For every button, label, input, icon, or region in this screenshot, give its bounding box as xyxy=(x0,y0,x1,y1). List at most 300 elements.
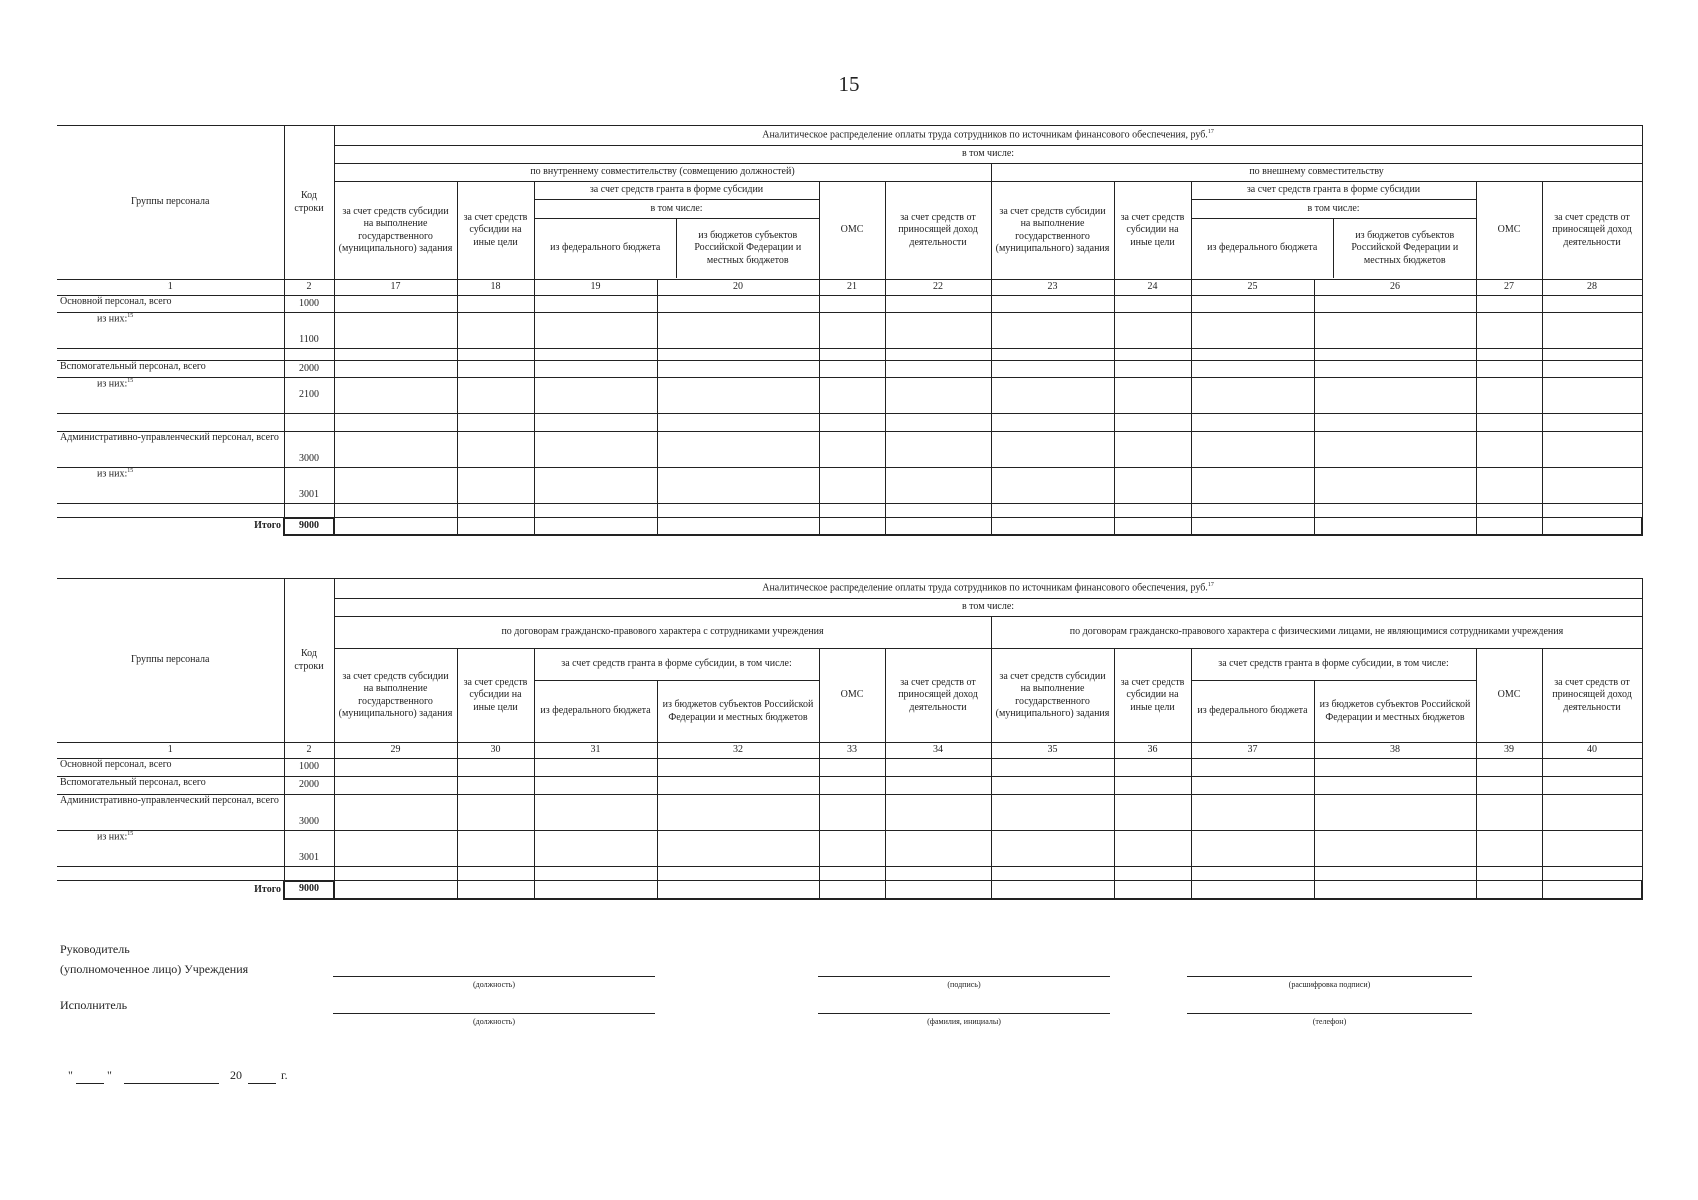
cell-input[interactable] xyxy=(1114,349,1191,361)
cell-input[interactable] xyxy=(334,867,457,881)
cell-input[interactable] xyxy=(1314,759,1476,777)
cell-input[interactable] xyxy=(991,759,1114,777)
section-right: по договорам гражданско-правового характера с физическими лицами, не являющимися сотрудниками учреждения xyxy=(991,617,1642,649)
hdr-state-task: за счет средств субсидии на выполнение государственного (муниципального) задания xyxy=(334,182,457,280)
cell-input[interactable] xyxy=(819,504,885,518)
hdr-state-task: за счет средств субсидии на выполнение государственного (муниципального) задания xyxy=(334,649,457,743)
cell-input[interactable] xyxy=(1476,361,1542,378)
cell-input[interactable] xyxy=(1114,777,1191,795)
cell-input[interactable] xyxy=(1114,504,1191,518)
col-num: 38 xyxy=(1314,743,1476,759)
cell-input[interactable] xyxy=(991,777,1114,795)
col-num: 30 xyxy=(457,743,534,759)
cell-input[interactable] xyxy=(1542,432,1642,468)
cell-input[interactable] xyxy=(819,468,885,504)
row-code: 2000 xyxy=(284,777,334,795)
date-year-prefix: 20 xyxy=(230,1068,242,1082)
col-num: 27 xyxy=(1476,280,1542,296)
cell-input[interactable] xyxy=(1114,378,1191,414)
row-code: 2000 xyxy=(284,361,334,378)
cell-input[interactable] xyxy=(819,759,885,777)
cell-input[interactable] xyxy=(1476,414,1542,432)
cell-input[interactable] xyxy=(885,414,991,432)
cell-input[interactable] xyxy=(334,349,457,361)
cell-input[interactable] xyxy=(657,361,819,378)
cell-input[interactable] xyxy=(457,867,534,881)
cell-input[interactable] xyxy=(1314,349,1476,361)
executor-position-line[interactable] xyxy=(333,1013,655,1014)
cell-input[interactable] xyxy=(1314,831,1476,867)
cell-input[interactable] xyxy=(534,518,657,535)
cell-input[interactable] xyxy=(885,831,991,867)
cell-input[interactable] xyxy=(1191,361,1314,378)
cell-input[interactable] xyxy=(657,296,819,313)
cell-input[interactable] xyxy=(334,296,457,313)
cell-input[interactable] xyxy=(457,414,534,432)
col-header-code: Код строки xyxy=(284,126,334,280)
blank-cell xyxy=(284,414,334,432)
cell-input[interactable] xyxy=(457,795,534,831)
cell-input[interactable] xyxy=(1476,378,1542,414)
cell-input[interactable] xyxy=(1476,518,1542,535)
col-num: 20 xyxy=(657,280,819,296)
cell-input[interactable] xyxy=(534,881,657,899)
cell-input[interactable] xyxy=(334,361,457,378)
cell-input[interactable] xyxy=(657,349,819,361)
cell-input[interactable] xyxy=(1476,296,1542,313)
cell-input[interactable] xyxy=(334,414,457,432)
cell-input[interactable] xyxy=(885,349,991,361)
row-label: Административно-управленческий персонал, всего xyxy=(57,432,284,468)
col-header-group: Группы персонала xyxy=(57,579,284,743)
cell-input[interactable] xyxy=(1542,313,1642,349)
cell-input[interactable] xyxy=(1542,468,1642,504)
cell-input[interactable] xyxy=(334,831,457,867)
cell-input[interactable] xyxy=(657,414,819,432)
cell-input[interactable] xyxy=(657,432,819,468)
cell-input[interactable] xyxy=(819,432,885,468)
cell-input[interactable] xyxy=(1114,313,1191,349)
cell-input[interactable] xyxy=(885,468,991,504)
cell-input[interactable] xyxy=(1476,313,1542,349)
executor-name-line[interactable] xyxy=(818,1013,1110,1014)
row-blank xyxy=(57,414,1642,432)
col-num: 25 xyxy=(1191,280,1314,296)
cell-input[interactable] xyxy=(1114,361,1191,378)
blank-cell xyxy=(57,349,284,361)
cap-position-2: (должность) xyxy=(473,1017,515,1026)
cell-input[interactable] xyxy=(1314,378,1476,414)
row-label: Итого xyxy=(57,881,284,899)
cell-input[interactable] xyxy=(1542,881,1642,899)
row-code: 3001 xyxy=(284,831,334,867)
main-header xyxy=(334,126,1642,146)
cell-input[interactable] xyxy=(1191,518,1314,535)
cell-input[interactable] xyxy=(991,831,1114,867)
cell-input[interactable] xyxy=(1476,831,1542,867)
cell-input[interactable] xyxy=(885,795,991,831)
cell-input[interactable] xyxy=(1476,349,1542,361)
date-month-line[interactable] xyxy=(124,1083,219,1084)
blank-cell xyxy=(57,504,284,518)
cell-input[interactable] xyxy=(1314,361,1476,378)
main-header-note: 17 xyxy=(1207,582,1214,589)
cell-input[interactable] xyxy=(1114,831,1191,867)
cell-input[interactable] xyxy=(657,831,819,867)
cell-input[interactable] xyxy=(334,518,457,535)
cell-input[interactable] xyxy=(457,831,534,867)
cell-input[interactable] xyxy=(534,361,657,378)
incl-header: в том числе: xyxy=(334,146,1642,164)
col-num: 1 xyxy=(57,743,284,759)
hdr-other-ext: за счет средств субсидии на иные цели xyxy=(1114,649,1191,743)
cell-input[interactable] xyxy=(885,881,991,899)
blank-cell xyxy=(284,504,334,518)
cell-input[interactable] xyxy=(1114,432,1191,468)
row-aux xyxy=(57,361,1642,378)
row-label xyxy=(57,468,284,504)
cell-input[interactable] xyxy=(657,777,819,795)
cell-input[interactable] xyxy=(457,518,534,535)
cell-input[interactable] xyxy=(457,349,534,361)
row-label-text: из них: xyxy=(97,831,128,843)
cell-input[interactable] xyxy=(1191,867,1314,881)
cell-input[interactable] xyxy=(991,518,1114,535)
hdr-oms: ОМС xyxy=(819,649,885,743)
cell-input[interactable] xyxy=(334,313,457,349)
row-code: 3001 xyxy=(284,468,334,504)
row-code: 1100 xyxy=(284,313,334,349)
main-header-text: Аналитическое распределение оплаты труда сотрудников по источникам финансового обеспечения, руб. xyxy=(762,129,1208,141)
cell-input[interactable] xyxy=(334,881,457,899)
cell-input[interactable] xyxy=(534,468,657,504)
cell-input[interactable] xyxy=(1191,468,1314,504)
cell-input[interactable] xyxy=(819,795,885,831)
hdr-state-task-ext: за счет средств субсидии на выполнение государственного (муниципального) задания xyxy=(991,182,1114,280)
cell-input[interactable] xyxy=(1476,881,1542,899)
cell-input[interactable] xyxy=(1114,867,1191,881)
cell-input[interactable] xyxy=(1114,759,1191,777)
cell-input[interactable] xyxy=(1114,881,1191,899)
cell-input[interactable] xyxy=(819,296,885,313)
cell-input[interactable] xyxy=(457,378,534,414)
cell-input[interactable] xyxy=(534,831,657,867)
cell-input[interactable] xyxy=(1114,795,1191,831)
col-num: 24 xyxy=(1114,280,1191,296)
cell-input[interactable] xyxy=(534,432,657,468)
cell-input[interactable] xyxy=(819,777,885,795)
col-num: 2 xyxy=(284,280,334,296)
cell-input[interactable] xyxy=(1314,518,1476,535)
hdr-grant: за счет средств гранта в форме субсидии, в том числе: xyxy=(534,649,819,681)
main-header-note: 17 xyxy=(1207,129,1214,136)
blank-cell xyxy=(57,867,284,881)
cell-input[interactable] xyxy=(1314,414,1476,432)
cell-input[interactable] xyxy=(885,432,991,468)
cell-input[interactable] xyxy=(885,296,991,313)
row-label-text: из них: xyxy=(97,468,128,480)
date-day-line[interactable] xyxy=(76,1083,104,1084)
cell-input[interactable] xyxy=(334,795,457,831)
cell-input[interactable] xyxy=(657,313,819,349)
hdr-grant-incl-ext: в том числе: xyxy=(1192,200,1476,218)
col-num: 22 xyxy=(885,280,991,296)
cell-input[interactable] xyxy=(991,795,1114,831)
cell-input[interactable] xyxy=(885,378,991,414)
hdr-income-ext: за счет средств от приносящей доход деятельности xyxy=(1542,182,1642,280)
cell-input[interactable] xyxy=(457,468,534,504)
cell-input[interactable] xyxy=(885,518,991,535)
date-year-line[interactable] xyxy=(248,1083,276,1084)
cell-input[interactable] xyxy=(457,313,534,349)
cell-input[interactable] xyxy=(1191,795,1314,831)
cell-input[interactable] xyxy=(991,378,1114,414)
hdr-oms-ext: ОМС xyxy=(1476,649,1542,743)
cell-input[interactable] xyxy=(534,313,657,349)
cell-input[interactable] xyxy=(1542,349,1642,361)
cell-input[interactable] xyxy=(334,432,457,468)
hdr-regional-ext: из бюджетов субъектов Российской Федерации и местных бюджетов xyxy=(1314,681,1476,743)
head-signature-line[interactable] xyxy=(818,976,1110,977)
cell-input[interactable] xyxy=(1314,867,1476,881)
cell-input[interactable] xyxy=(1476,468,1542,504)
col-num: 28 xyxy=(1542,280,1642,296)
cell-input[interactable] xyxy=(1542,759,1642,777)
cell-input[interactable] xyxy=(334,759,457,777)
cell-input[interactable] xyxy=(885,777,991,795)
cell-input[interactable] xyxy=(1476,759,1542,777)
cell-input[interactable] xyxy=(657,881,819,899)
cell-input[interactable] xyxy=(991,468,1114,504)
row-total xyxy=(57,881,1642,899)
cell-input[interactable] xyxy=(334,468,457,504)
col-num: 35 xyxy=(991,743,1114,759)
row-admin xyxy=(57,795,1642,831)
cell-input[interactable] xyxy=(657,504,819,518)
cell-input[interactable] xyxy=(885,313,991,349)
cell-input[interactable] xyxy=(1542,296,1642,313)
blank-cell xyxy=(57,414,284,432)
cell-input[interactable] xyxy=(1191,313,1314,349)
cell-input[interactable] xyxy=(334,378,457,414)
head-label-1: Руководитель xyxy=(60,942,130,956)
cell-input[interactable] xyxy=(1314,313,1476,349)
cell-input[interactable] xyxy=(657,378,819,414)
cell-input[interactable] xyxy=(1114,518,1191,535)
cell-input[interactable] xyxy=(819,831,885,867)
cell-input[interactable] xyxy=(819,378,885,414)
col-num: 19 xyxy=(534,280,657,296)
cell-input[interactable] xyxy=(1542,831,1642,867)
hdr-income: за счет средств от приносящей доход деятельности xyxy=(885,182,991,280)
cell-input[interactable] xyxy=(457,296,534,313)
cell-input[interactable] xyxy=(1191,777,1314,795)
cell-input[interactable] xyxy=(1542,795,1642,831)
col-num: 21 xyxy=(819,280,885,296)
row-aux xyxy=(57,777,1642,795)
row-code: 9000 xyxy=(284,518,334,535)
cell-input[interactable] xyxy=(534,777,657,795)
row-blank xyxy=(57,867,1642,881)
cell-input[interactable] xyxy=(457,504,534,518)
col-num: 26 xyxy=(1314,280,1476,296)
col-num: 18 xyxy=(457,280,534,296)
cell-input[interactable] xyxy=(1542,518,1642,535)
cap-name: (фамилия, инициалы) xyxy=(927,1017,1001,1026)
head-label-2: (уполномоченное лицо) Учреждения xyxy=(60,962,249,976)
cell-input[interactable] xyxy=(1476,795,1542,831)
cell-input[interactable] xyxy=(534,759,657,777)
cell-input[interactable] xyxy=(991,349,1114,361)
cell-input[interactable] xyxy=(1314,296,1476,313)
section-left: по договорам гражданско-правового характера с сотрудниками учреждения xyxy=(334,617,991,649)
cell-input[interactable] xyxy=(1191,296,1314,313)
cell-input[interactable] xyxy=(457,777,534,795)
hdr-grant: за счет средств гранта в форме субсидии xyxy=(534,182,819,200)
cell-input[interactable] xyxy=(1191,759,1314,777)
cell-input[interactable] xyxy=(819,361,885,378)
cell-input[interactable] xyxy=(819,881,885,899)
cell-input[interactable] xyxy=(819,518,885,535)
cell-input[interactable] xyxy=(1542,378,1642,414)
row-code: 3000 xyxy=(284,432,334,468)
cell-input[interactable] xyxy=(885,361,991,378)
cap-position: (должность) xyxy=(473,980,515,989)
cell-input[interactable] xyxy=(885,504,991,518)
hdr-other: за счет средств субсидии на иные цели xyxy=(457,182,534,280)
executor-label: Исполнитель xyxy=(60,998,128,1012)
cell-input[interactable] xyxy=(1542,504,1642,518)
cell-input[interactable] xyxy=(1542,361,1642,378)
cell-input[interactable] xyxy=(1191,378,1314,414)
cell-input[interactable] xyxy=(1542,867,1642,881)
cell-input[interactable] xyxy=(991,867,1114,881)
cell-input[interactable] xyxy=(534,504,657,518)
hdr-federal-ext: из федерального бюджета xyxy=(1192,218,1334,278)
date-quote-close: " xyxy=(107,1068,112,1082)
row-label: Основной персонал, всего xyxy=(57,296,284,313)
cell-input[interactable] xyxy=(1476,867,1542,881)
cell-input[interactable] xyxy=(819,414,885,432)
col-num: 23 xyxy=(991,280,1114,296)
main-header xyxy=(334,579,1642,599)
cell-input[interactable] xyxy=(1114,296,1191,313)
cell-input[interactable] xyxy=(1314,795,1476,831)
cell-input[interactable] xyxy=(534,378,657,414)
hdr-grant-ext: за счет средств гранта в форме субсидии xyxy=(1191,182,1476,200)
main-header-text: Аналитическое распределение оплаты труда сотрудников по источникам финансового обеспечения, руб. xyxy=(762,582,1208,594)
cell-input[interactable] xyxy=(1314,432,1476,468)
cell-input[interactable] xyxy=(534,349,657,361)
row-admin-sub xyxy=(57,831,1642,867)
cell-input[interactable] xyxy=(534,296,657,313)
head-position-line[interactable] xyxy=(333,976,655,977)
col-num: 1 xyxy=(57,280,284,296)
cell-input[interactable] xyxy=(534,867,657,881)
table-2 xyxy=(57,578,1643,900)
hdr-grant-ext: за счет средств гранта в форме субсидии, в том числе: xyxy=(1191,649,1476,681)
hdr-state-task-ext: за счет средств субсидии на выполнение государственного (муниципального) задания xyxy=(991,649,1114,743)
cell-input[interactable] xyxy=(1314,504,1476,518)
cell-input[interactable] xyxy=(885,867,991,881)
cell-input[interactable] xyxy=(657,468,819,504)
cell-input[interactable] xyxy=(991,296,1114,313)
cell-input[interactable] xyxy=(457,432,534,468)
cell-input[interactable] xyxy=(819,867,885,881)
cell-input[interactable] xyxy=(1314,881,1476,899)
cell-input[interactable] xyxy=(457,361,534,378)
cell-input[interactable] xyxy=(1191,349,1314,361)
cell-input[interactable] xyxy=(991,414,1114,432)
row-admin xyxy=(57,432,1642,468)
cell-input[interactable] xyxy=(991,504,1114,518)
cell-input[interactable] xyxy=(1476,504,1542,518)
cell-input[interactable] xyxy=(991,881,1114,899)
cell-input[interactable] xyxy=(1191,881,1314,899)
cell-input[interactable] xyxy=(534,414,657,432)
cell-input[interactable] xyxy=(819,313,885,349)
section-left: по внутреннему совместительству (совмещению должностей) xyxy=(334,164,991,182)
col-num: 17 xyxy=(334,280,457,296)
table-1 xyxy=(57,125,1643,536)
hdr-other: за счет средств субсидии на иные цели xyxy=(457,649,534,743)
cell-input[interactable] xyxy=(1476,777,1542,795)
hdr-grant-split-ext xyxy=(1191,200,1476,280)
cell-input[interactable] xyxy=(885,759,991,777)
cell-input[interactable] xyxy=(991,432,1114,468)
cell-input[interactable] xyxy=(1542,777,1642,795)
cell-input[interactable] xyxy=(457,759,534,777)
page-number: 15 xyxy=(838,72,860,96)
cell-input[interactable] xyxy=(457,881,534,899)
cell-input[interactable] xyxy=(819,349,885,361)
hdr-federal: из федерального бюджета xyxy=(535,218,677,278)
head-decoding-line[interactable] xyxy=(1187,976,1472,977)
footnote-ref: 15 xyxy=(127,378,134,384)
cell-input[interactable] xyxy=(1191,504,1314,518)
cell-input[interactable] xyxy=(1314,777,1476,795)
row-label-text: из них: xyxy=(97,313,128,325)
cell-input[interactable] xyxy=(1191,831,1314,867)
row-total xyxy=(57,518,1642,535)
section-right: по внешнему совместительству xyxy=(991,164,1642,182)
cell-input[interactable] xyxy=(334,777,457,795)
row-label-text: из них: xyxy=(97,378,128,390)
col-num: 31 xyxy=(534,743,657,759)
hdr-regional-ext: из бюджетов субъектов Российской Федерации и местных бюджетов xyxy=(1351,229,1459,266)
cell-input[interactable] xyxy=(1476,432,1542,468)
hdr-other-ext: за счет средств субсидии на иные цели xyxy=(1114,182,1191,280)
executor-phone-line[interactable] xyxy=(1187,1013,1472,1014)
cell-input[interactable] xyxy=(1114,414,1191,432)
row-label xyxy=(57,313,284,349)
cell-input[interactable] xyxy=(1114,468,1191,504)
cell-input[interactable] xyxy=(1191,432,1314,468)
col-num: 40 xyxy=(1542,743,1642,759)
cell-input[interactable] xyxy=(991,313,1114,349)
cell-input[interactable] xyxy=(657,795,819,831)
cell-input[interactable] xyxy=(657,759,819,777)
cell-input[interactable] xyxy=(1191,414,1314,432)
cell-input[interactable] xyxy=(1542,414,1642,432)
row-label xyxy=(57,831,284,867)
cell-input[interactable] xyxy=(991,361,1114,378)
cell-input[interactable] xyxy=(657,518,819,535)
cell-input[interactable] xyxy=(334,504,457,518)
cell-input[interactable] xyxy=(1314,468,1476,504)
cell-input[interactable] xyxy=(534,795,657,831)
cell-input[interactable] xyxy=(657,867,819,881)
